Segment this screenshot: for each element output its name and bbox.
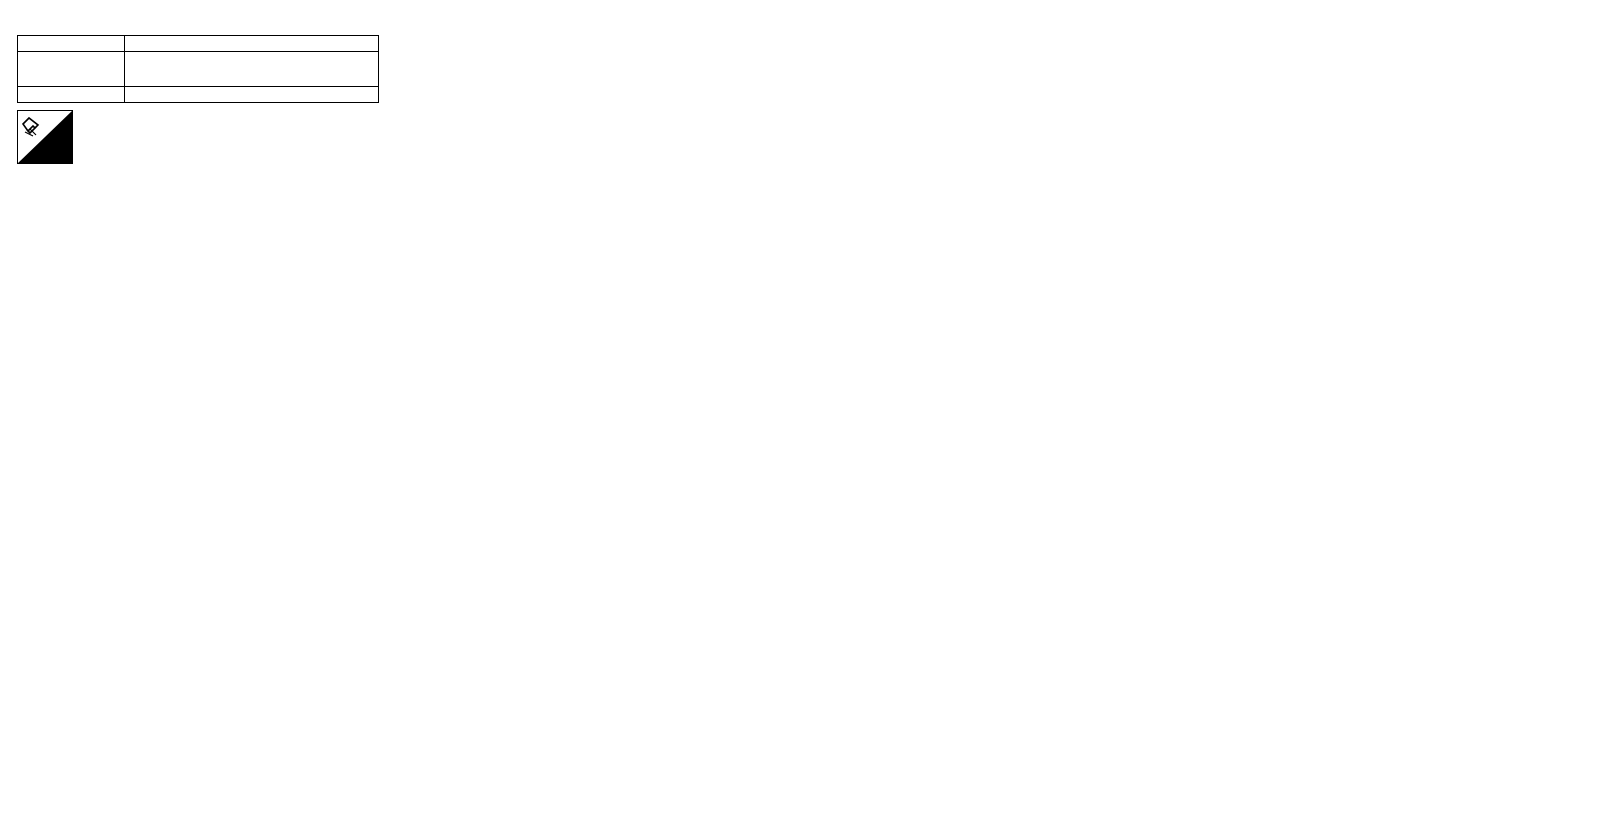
connector-face-diagram: [17, 35, 379, 315]
connector-panel-e41: [1190, 35, 1552, 315]
connector-panel-f51: [408, 490, 770, 770]
connector-panel-m1: [1190, 490, 1552, 770]
connector-panel-b503: [408, 35, 770, 315]
connector-panel-e67: [17, 490, 379, 770]
connector-panel-b54: [17, 35, 379, 315]
connector-panel-f151: [799, 490, 1161, 770]
connector-panel-e8: [799, 35, 1161, 315]
